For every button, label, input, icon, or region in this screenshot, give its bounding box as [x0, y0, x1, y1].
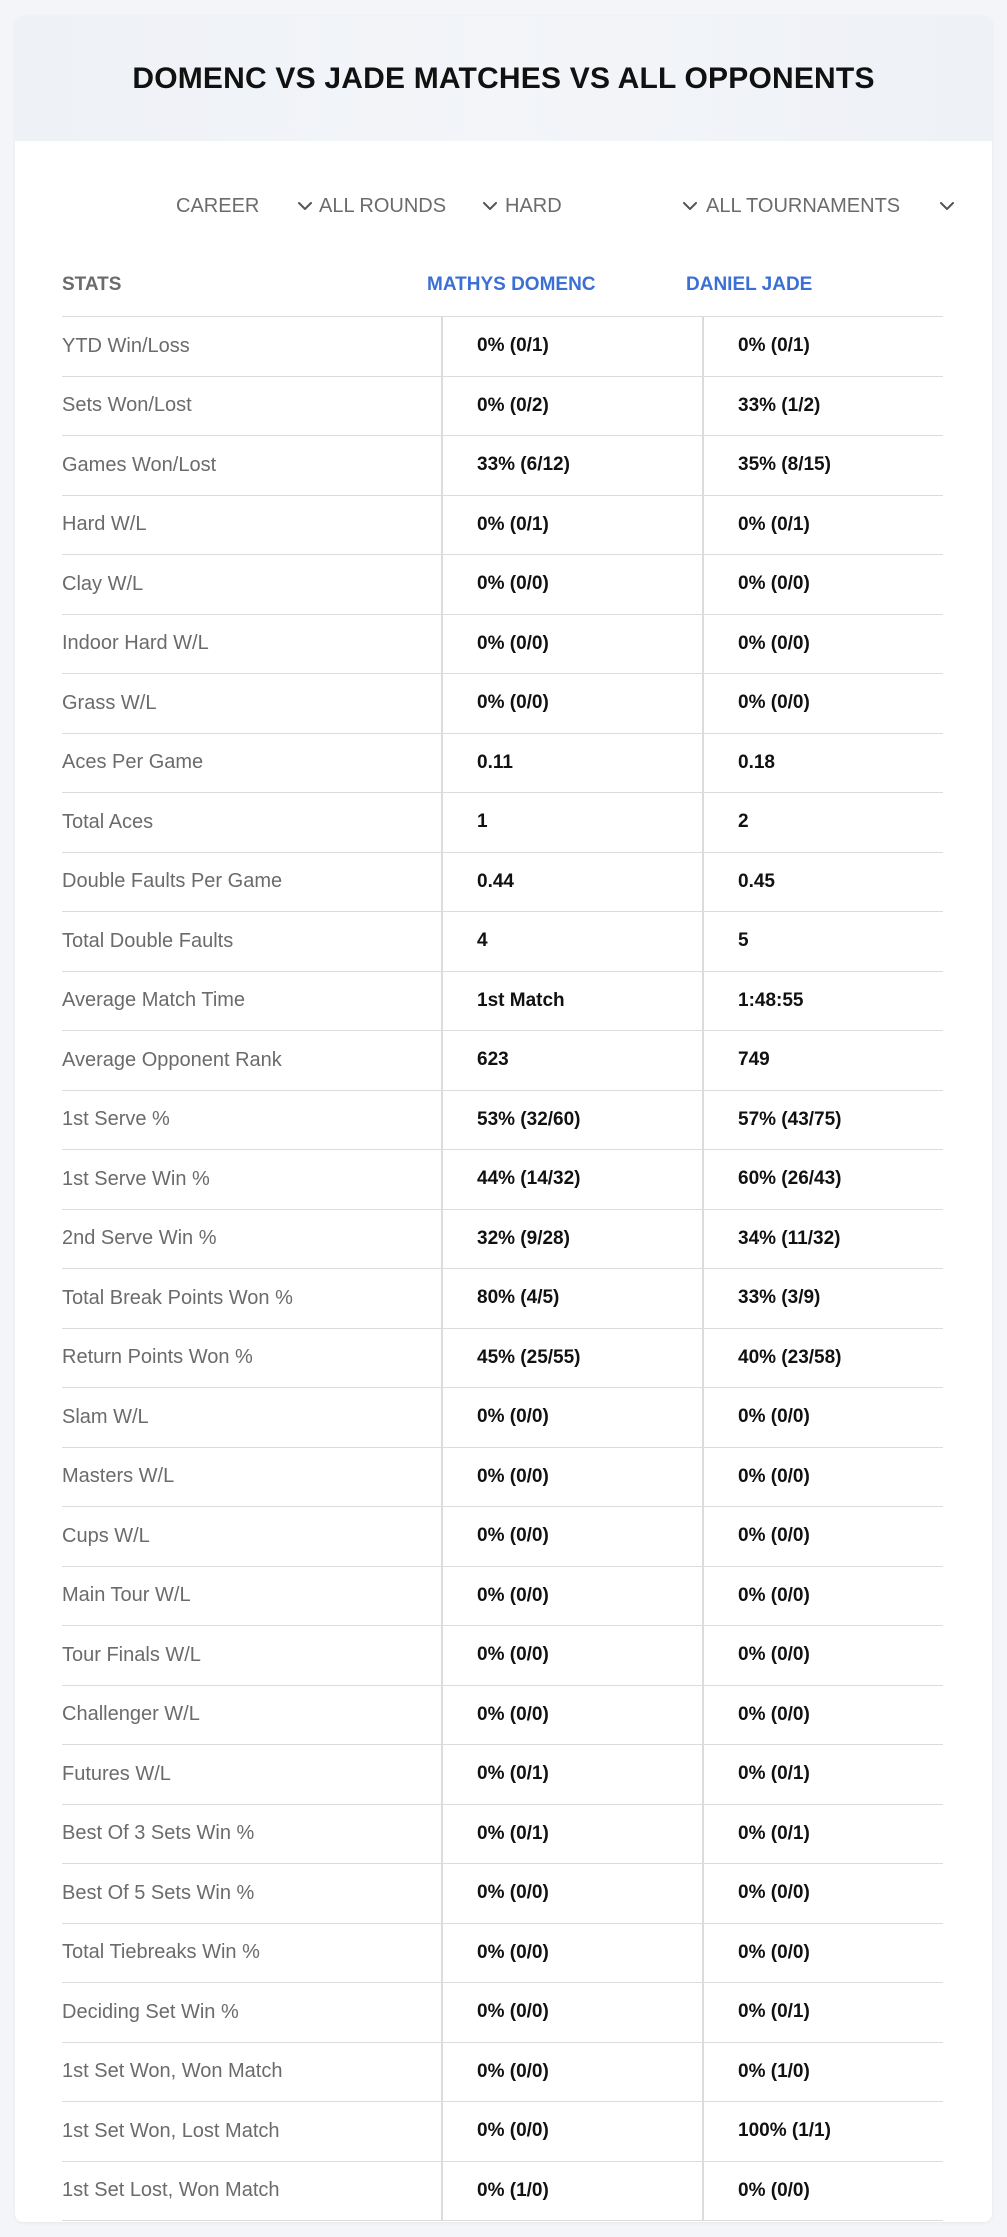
player1-stat-value: 32% (9/28) [477, 1227, 570, 1249]
column-divider [441, 496, 443, 555]
column-divider [702, 1983, 704, 2042]
player2-stat-value: 2 [738, 811, 749, 833]
column-divider [441, 1269, 443, 1328]
table-row [62, 1983, 943, 2043]
player2-stat-value: 0% (0/0) [738, 2179, 810, 2201]
column-divider [441, 2162, 443, 2221]
column-divider [702, 972, 704, 1031]
period-select-value: CAREER [176, 194, 260, 217]
player2-stat-value: 0.18 [738, 751, 775, 773]
page-title: DOMENC VS JADE MATCHES VS ALL OPPONENTS [132, 61, 875, 95]
chevron-down-icon [481, 197, 499, 215]
column-divider [702, 1507, 704, 1566]
column-divider [702, 1745, 704, 1804]
column-divider [441, 1686, 443, 1745]
table-row [62, 615, 943, 675]
tournament-select-value: ALL TOURNAMENTS [706, 194, 901, 217]
stat-label: Clay W/L [62, 572, 144, 595]
column-divider [441, 972, 443, 1031]
player2-stat-value: 60% (26/43) [738, 1168, 842, 1190]
table-row [62, 1805, 943, 1865]
column-divider [441, 1210, 443, 1269]
player2-stat-value: 0% (0/0) [738, 1703, 810, 1725]
table-header [62, 252, 943, 317]
player2-stat-value: 0% (0/0) [738, 1465, 810, 1487]
column-divider [702, 1329, 704, 1388]
player1-stat-value: 4 [477, 930, 488, 952]
column-divider [702, 1269, 704, 1328]
column-divider [441, 377, 443, 436]
table-row [62, 1567, 943, 1627]
player2-stat-value: 0% (0/0) [738, 1406, 810, 1428]
stat-label: 1st Set Won, Lost Match [62, 2119, 280, 2142]
column-divider [441, 912, 443, 971]
stat-label: 2nd Serve Win % [62, 1227, 217, 1250]
table-row [62, 377, 943, 437]
player1-stat-value: 0% (0/0) [477, 2060, 549, 2082]
player1-stat-value: 0% (0/0) [477, 1882, 549, 1904]
table-row [62, 555, 943, 615]
stats-card [15, 16, 992, 2222]
column-divider [702, 853, 704, 912]
stat-label: Futures W/L [62, 1762, 171, 1785]
stat-label: Total Double Faults [62, 929, 234, 952]
table-row [62, 1745, 943, 1805]
column-divider [702, 1567, 704, 1626]
stat-label: Masters W/L [62, 1465, 175, 1488]
stat-label: Games Won/Lost [62, 453, 217, 476]
column-divider [702, 1388, 704, 1447]
table-row [62, 674, 943, 734]
stat-label: Average Opponent Rank [62, 1048, 282, 1071]
table-row [62, 2043, 943, 2103]
player1-stat-value: 0% (0/0) [477, 1525, 549, 1547]
column-divider [702, 1686, 704, 1745]
column-divider [702, 2043, 704, 2102]
player1-stat-value: 80% (4/5) [477, 1287, 560, 1309]
stat-label: 1st Serve Win % [62, 1167, 210, 1190]
player2-stat-value: 100% (1/1) [738, 2120, 831, 2142]
player2-stat-value: 749 [738, 1049, 770, 1071]
stat-label: Best Of 3 Sets Win % [62, 1822, 255, 1845]
column-divider [441, 2102, 443, 2161]
player2-column-header[interactable]: DANIEL JADE [686, 274, 813, 295]
player2-stat-value: 0% (0/0) [738, 1584, 810, 1606]
player1-stat-value: 0% (0/0) [477, 573, 549, 595]
stat-label: YTD Win/Loss [62, 334, 190, 357]
column-divider [702, 793, 704, 852]
column-divider [702, 1448, 704, 1507]
player1-stat-value: 33% (6/12) [477, 454, 570, 476]
stat-label: Indoor Hard W/L [62, 632, 209, 655]
player2-stat-value: 33% (3/9) [738, 1287, 821, 1309]
table-row [62, 912, 943, 972]
player1-stat-value: 0% (0/0) [477, 1941, 549, 1963]
column-divider [441, 793, 443, 852]
player1-stat-value: 1st Match [477, 989, 565, 1011]
column-divider [441, 1329, 443, 1388]
player1-stat-value: 0% (0/2) [477, 394, 549, 416]
column-divider [441, 1507, 443, 1566]
stat-label: Double Faults Per Game [62, 870, 283, 893]
player2-stat-value: 0% (0/0) [738, 1644, 810, 1666]
column-divider [441, 1864, 443, 1923]
table-row [62, 1448, 943, 1508]
stat-label: Aces Per Game [62, 751, 204, 774]
player1-stat-value: 53% (32/60) [477, 1108, 581, 1130]
player2-stat-value: 1:48:55 [738, 989, 804, 1011]
table-row [62, 1686, 943, 1746]
player1-stat-value: 44% (14/32) [477, 1168, 581, 1190]
period-select[interactable] [176, 186, 314, 226]
column-divider [702, 1150, 704, 1209]
column-divider [441, 853, 443, 912]
stats-table [62, 252, 943, 2221]
player2-stat-value: 0% (0/0) [738, 632, 810, 654]
column-divider [702, 2102, 704, 2161]
surface-select[interactable] [505, 186, 699, 226]
column-divider [702, 436, 704, 495]
player1-stat-value: 0% (0/0) [477, 1584, 549, 1606]
column-divider [441, 1567, 443, 1626]
column-divider [441, 615, 443, 674]
filter-bar [15, 186, 992, 226]
rounds-select-value: ALL ROUNDS [319, 194, 447, 217]
stat-label: Total Aces [62, 810, 154, 833]
column-divider [702, 1924, 704, 1983]
column-divider [702, 555, 704, 614]
column-divider [441, 1805, 443, 1864]
player1-column-header[interactable]: MATHYS DOMENC [427, 274, 596, 295]
column-divider [441, 1150, 443, 1209]
player1-stat-value: 0% (0/0) [477, 1465, 549, 1487]
player2-stat-value: 0% (0/0) [738, 1941, 810, 1963]
player1-stat-value: 0% (0/0) [477, 1406, 549, 1428]
chevron-down-icon [938, 197, 956, 215]
table-row [62, 2162, 943, 2222]
column-divider [441, 674, 443, 733]
table-row [62, 1507, 943, 1567]
chevron-down-icon [296, 197, 314, 215]
column-divider [702, 615, 704, 674]
table-row [62, 1031, 943, 1091]
column-divider [702, 1864, 704, 1923]
table-row [62, 1329, 943, 1389]
column-divider [702, 1091, 704, 1150]
column-divider [441, 1924, 443, 1983]
player1-stat-value: 0% (0/0) [477, 632, 549, 654]
column-divider [702, 734, 704, 793]
column-divider [702, 674, 704, 733]
stat-label: 1st Set Lost, Won Match [62, 2179, 280, 2202]
player2-stat-value: 0% (0/1) [738, 335, 810, 357]
table-row [62, 1626, 943, 1686]
player1-stat-value: 0.44 [477, 870, 514, 892]
player2-stat-value: 0% (0/1) [738, 513, 810, 535]
player1-stat-value: 0% (0/0) [477, 2001, 549, 2023]
column-divider [702, 2162, 704, 2221]
column-divider [441, 1388, 443, 1447]
stat-label: Return Points Won % [62, 1346, 253, 1369]
table-row [62, 972, 943, 1032]
stat-label: 1st Serve % [62, 1108, 170, 1131]
player2-stat-value: 0% (0/0) [738, 692, 810, 714]
column-divider [702, 317, 704, 376]
player1-stat-value: 0% (0/1) [477, 1763, 549, 1785]
table-row [62, 1924, 943, 1984]
player2-stat-value: 0% (0/0) [738, 1525, 810, 1547]
column-divider [441, 734, 443, 793]
player1-stat-value: 0% (0/0) [477, 1644, 549, 1666]
column-divider [441, 2043, 443, 2102]
table-row [62, 853, 943, 913]
player1-stat-value: 0% (0/1) [477, 513, 549, 535]
stat-label: Hard W/L [62, 513, 147, 536]
column-divider [441, 1031, 443, 1090]
surface-select-value: HARD [505, 194, 562, 217]
player2-stat-value: 0% (0/1) [738, 2001, 810, 2023]
table-row [62, 793, 943, 853]
table-row [62, 1091, 943, 1151]
column-divider [702, 1626, 704, 1685]
table-row [62, 1388, 943, 1448]
player2-stat-value: 0% (0/0) [738, 573, 810, 595]
column-divider [441, 1745, 443, 1804]
stat-label: Slam W/L [62, 1405, 149, 1428]
column-divider [702, 912, 704, 971]
stat-label: Total Break Points Won % [62, 1286, 293, 1309]
column-divider [441, 436, 443, 495]
player2-stat-value: 57% (43/75) [738, 1108, 842, 1130]
card-header [15, 16, 992, 141]
player1-stat-value: 0% (0/0) [477, 692, 549, 714]
column-divider [702, 1805, 704, 1864]
column-divider [702, 1210, 704, 1269]
table-row [62, 1864, 943, 1924]
stat-label: Deciding Set Win % [62, 2000, 239, 2023]
table-row [62, 734, 943, 794]
player1-stat-value: 0% (0/0) [477, 1703, 549, 1725]
table-row [62, 317, 943, 377]
table-row [62, 2102, 943, 2162]
column-divider [441, 1626, 443, 1685]
player1-stat-value: 0% (0/1) [477, 335, 549, 357]
player2-stat-value: 0% (0/1) [738, 1763, 810, 1785]
player1-stat-value: 0.11 [477, 751, 513, 773]
player2-stat-value: 33% (1/2) [738, 394, 821, 416]
table-body [62, 317, 943, 2221]
rounds-select[interactable] [319, 186, 499, 226]
column-divider [702, 377, 704, 436]
player2-stat-value: 40% (23/58) [738, 1346, 842, 1368]
player2-stat-value: 0.45 [738, 870, 775, 892]
player2-stat-value: 0% (0/1) [738, 1822, 810, 1844]
stat-label: 1st Set Won, Won Match [62, 2060, 283, 2083]
stat-label: Cups W/L [62, 1524, 150, 1547]
column-divider [441, 1091, 443, 1150]
stat-label: Challenger W/L [62, 1703, 200, 1726]
player2-stat-value: 0% (0/0) [738, 1882, 810, 1904]
stat-label: Grass W/L [62, 691, 157, 714]
player2-stat-value: 0% (1/0) [738, 2060, 810, 2082]
player2-stat-value: 35% (8/15) [738, 454, 831, 476]
column-divider [702, 496, 704, 555]
stat-label: Average Match Time [62, 989, 246, 1012]
player1-stat-value: 623 [477, 1049, 509, 1071]
column-divider [441, 1983, 443, 2042]
chevron-down-icon [681, 197, 699, 215]
stat-label: Tour Finals W/L [62, 1643, 201, 1666]
player2-stat-value: 5 [738, 930, 749, 952]
table-row [62, 436, 943, 496]
player1-stat-value: 0% (0/1) [477, 1822, 549, 1844]
table-row [62, 496, 943, 556]
stat-label: Main Tour W/L [62, 1584, 191, 1607]
column-divider [702, 1031, 704, 1090]
column-divider [441, 317, 443, 376]
player2-stat-value: 34% (11/32) [738, 1227, 841, 1249]
stat-label: Best Of 5 Sets Win % [62, 1881, 255, 1904]
player1-stat-value: 1 [477, 811, 488, 833]
table-row [62, 1269, 943, 1329]
tournament-select[interactable] [706, 186, 956, 226]
player1-stat-value: 0% (0/0) [477, 2120, 549, 2142]
column-divider [441, 1448, 443, 1507]
table-row [62, 1210, 943, 1270]
player1-stat-value: 45% (25/55) [477, 1346, 581, 1368]
stat-label: Total Tiebreaks Win % [62, 1941, 260, 1964]
stats-column-header: STATS [62, 274, 122, 295]
table-row [62, 1150, 943, 1210]
stat-label: Sets Won/Lost [62, 394, 192, 417]
column-divider [441, 555, 443, 614]
player1-stat-value: 0% (1/0) [477, 2179, 549, 2201]
